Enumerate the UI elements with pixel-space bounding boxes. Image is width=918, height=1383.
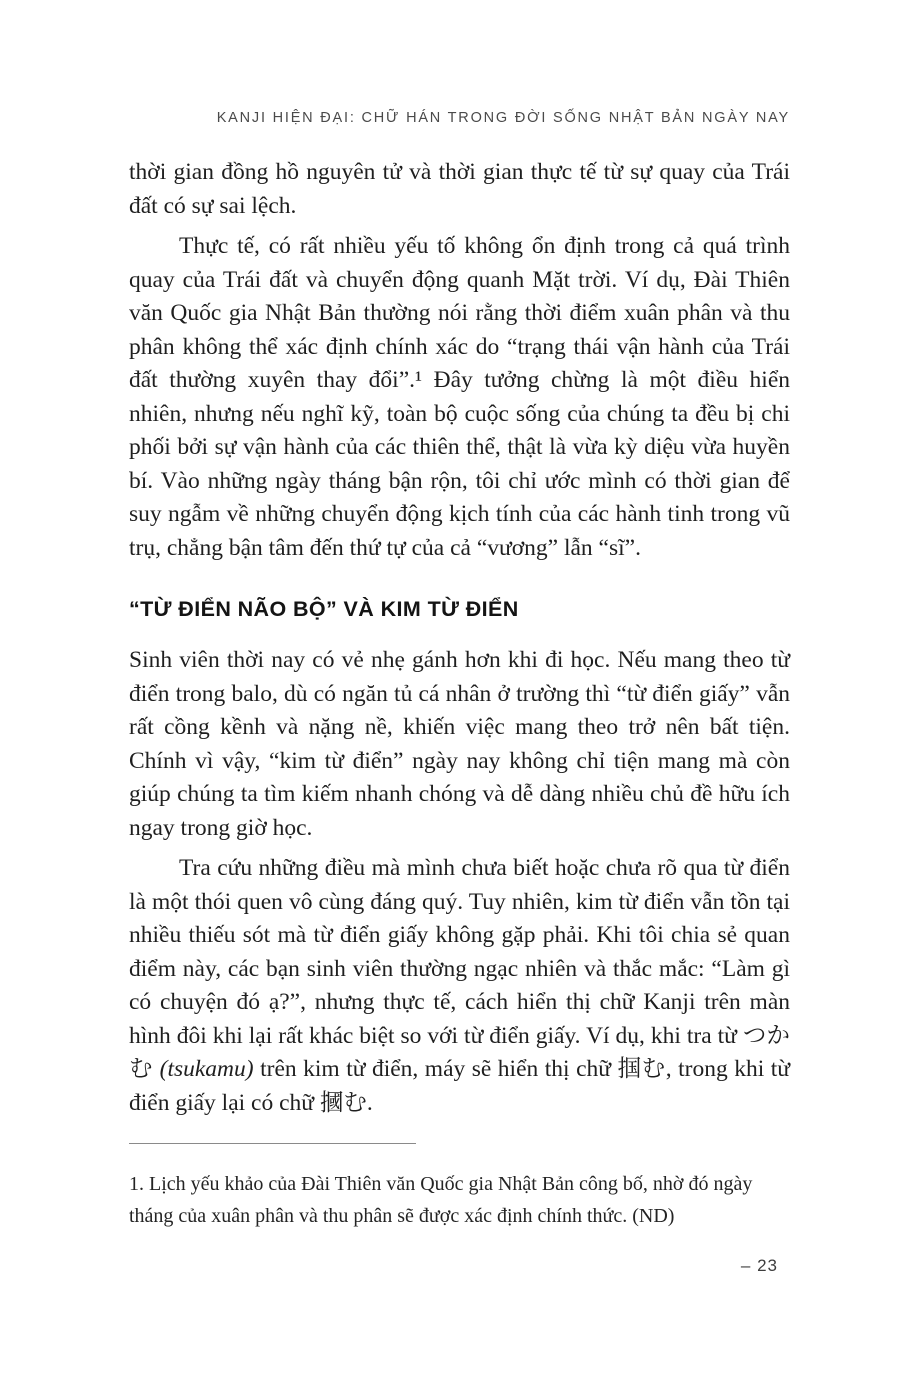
- footnote-text: 1. Lịch yếu khảo của Đài Thiên văn Quốc gia Nhật Bản công bố, nhờ đó ngày tháng của xuân phân và thu phân sẽ được xác định chính thức. (ND): [129, 1173, 753, 1227]
- paragraph-4-text-start: Tra cứu những điều mà mình chưa biết hoặc chưa rõ qua từ điển là một thói quen vô cùng đáng quý. Tuy nhiên, kim từ điển vẫn tồn tại nhiều thiếu sót mà từ điển giấy không gặp phải. Khi tôi chia sẻ quan điểm này, các bạn sinh viên thường ngạc nhiên và thắc mắc: “Làm gì có chuyện đó ạ?”, nhưng thực tế, cách hiển thị chữ Kanji trên màn hình đôi khi lại rất khác biệt so với từ điển giấy. Ví dụ, khi tra từ つかむ: [129, 855, 790, 1082]
- footnote-separator: [129, 1143, 416, 1144]
- page-body: [129, 156, 790, 1120]
- paragraph-4-text-end: trên kim từ điển, máy sẽ hiển thị chữ 掴む, trong khi từ điển giấy lại có chữ 摑む.: [129, 1056, 790, 1116]
- running-header: KANJI HIỆN ĐẠI: CHỮ HÁN TRONG ĐỜI SỐNG NHẬT BẢN NGÀY NAY: [216, 110, 790, 126]
- body-paragraph-2: Thực tế, có rất nhiều yếu tố không ổn định trong cả quá trình quay của Trái đất và chuyển động quanh Mặt trời. Ví dụ, Đài Thiên văn Quốc gia Nhật Bản thường nói rằng thời điểm xuân phân và thu phân không thể xác định chính xác do “trạng thái vận hành của Trái đất thường xuyên thay đổi”.¹ Đây tưởng chừng là một điều hiển nhiên, nhưng nếu nghĩ kỹ, toàn bộ cuộc sống của chúng ta đều bị chi phối bởi sự vận hành của các thiên thể, thật là vừa kỳ diệu vừa huyền bí. Vào những ngày tháng bận rộn, tôi chỉ ước mình có thời gian để suy ngẫm về những chuyển động kịch tính của các hành tinh trong vũ trụ, chẳng bận tâm đến thứ tự của cả “vương” lẫn “sĩ”.: [129, 233, 790, 561]
- section-heading: “TỪ ĐIỂN NÃO BỘ” VÀ KIM TỪ ĐIỂN: [129, 597, 519, 621]
- page-number: – 23: [740, 1256, 778, 1275]
- body-paragraph-4: [129, 852, 790, 1120]
- tsukamu-romaji-italic: (tsukamu): [159, 1056, 254, 1082]
- body-paragraph-1: thời gian đồng hồ nguyên tử và thời gian thực tế từ sự quay của Trái đất có sự sai lệch.: [129, 159, 790, 219]
- body-paragraph-3: Sinh viên thời nay có vẻ nhẹ gánh hơn khi đi học. Nếu mang theo từ điển trong balo, dù có ngăn tủ cá nhân ở trường thì “từ điển giấy” vẫn rất cồng kềnh và nặng nề, khiến việc mang theo trở nên bất tiện. Chính vì vậy, “kim từ điển” ngày nay không chỉ tiện mang mà còn giúp chúng ta tìm kiếm nhanh chóng và dễ dàng nhiều chủ đề hữu ích ngay trong giờ học.: [129, 647, 790, 841]
- footnote-block: [129, 1143, 790, 1232]
